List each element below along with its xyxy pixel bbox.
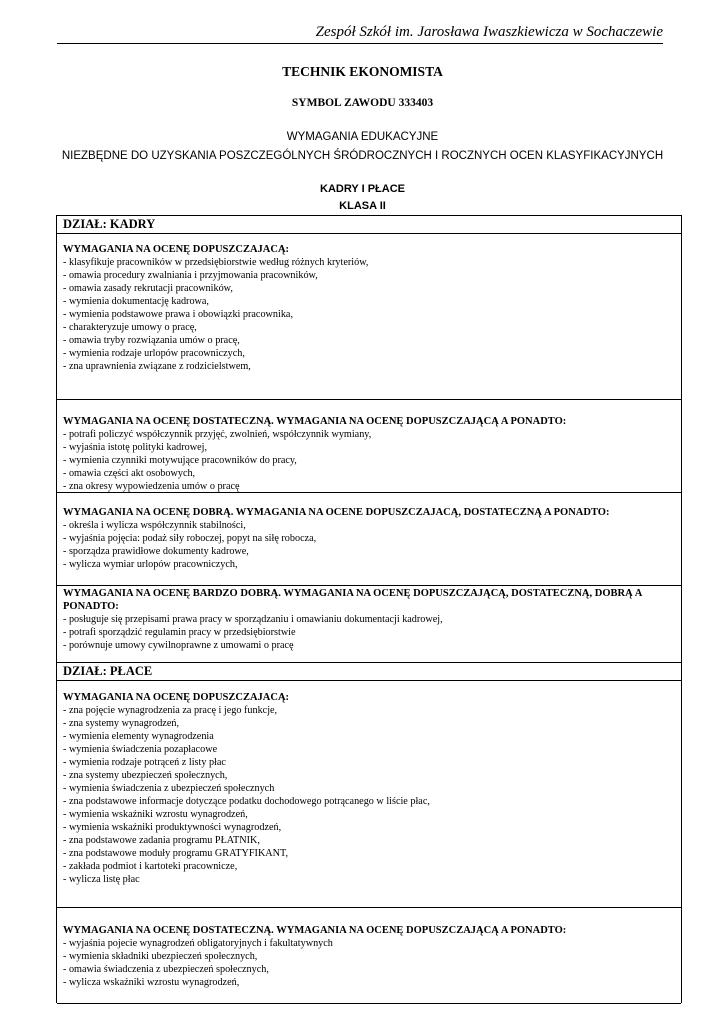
list-item: - zakłada podmiot i kartoteki pracownicze, [63,861,238,872]
list-item: - zna uprawnienia związane z rodzicielstwem, [63,361,251,372]
list-item: - wymienia czynniki motywujące pracowników do pracy, [63,455,297,466]
list-item: - wyjaśnia pojęcia: podaż siły roboczej, popyt na siłę robocza, [63,533,317,544]
list-item: - omawia świadczenia z ubezpieczeń społecznych, [63,964,269,975]
list-item: - zna podstawowe moduły programu GRATYFIKANT, [63,848,289,859]
list-item: - wyjaśnia pojecie wynagrodzeń obligatoryjnych i fakultatywnych [63,938,333,949]
list-item: - omawia tryby rozwiązania umów o pracę, [63,335,240,346]
list-item: - wylicza wymiar urlopów pracowniczych, [63,559,238,570]
list-item: - wymienia elementy wynagrodzenia [63,731,214,742]
section-row-place [57,663,681,681]
document-title: TECHNIK EKONOMISTA [282,64,443,79]
list-item: - omawia procedury zwalniania i przyjmowania pracowników, [63,270,318,281]
grade-row-place-dopuszczajaca [57,681,681,908]
list-item: - omawia części akt osobowych, [63,468,196,479]
grade-title: WYMAGANIA NA OCENĘ DOSTATECZNĄ. WYMAGANIA NA OCENĘ DOPUSZCZAJĄCĄ A PONADTO: [63,925,567,936]
list-item: - zna podstawowe zadania programu PŁATNIK, [63,835,260,846]
grade-title: WYMAGANIA NA OCENĘ BARDZO DOBRĄ. WYMAGANIA NA OCENĘ DOPUSZCZAJĄCĄ, DOSTATECZNĄ, DOBRĄ A [63,588,643,599]
subtitle-grades: NIEZBĘDNE DO UZYSKANIA POSZCZEGÓLNYCH ŚRÓDROCZNYCH I ROCZNYCH OCEN KLASYFIKACYJNYCH [61,150,664,162]
subject-name: KADRY I PŁACE [320,183,405,195]
profession-symbol: SYMBOL ZAWODU 333403 [291,97,434,109]
grade-title: WYMAGANIA NA OCENĘ DOPUSZCZAJACĄ: [63,692,290,703]
grade-title: WYMAGANIA NA OCENĘ DOBRĄ. WYMAGANIA NA OCENE DOPUSZCZAJACĄ, DOSTATECZNĄ A PONADTO: [63,507,610,518]
grade-title-continued: PONADTO: [63,601,119,612]
list-item: - zna systemy wynagrodzeń, [63,718,179,729]
list-item: - określa i wylicza współczynnik stabilności, [63,520,246,531]
list-item: - klasyfikuje pracowników w przedsiębiorstwie według różnych kryteriów, [63,257,369,268]
list-item: - sporządza prawidłowe dokumenty kadrowe, [63,546,249,557]
list-item: - wymienia dokumentację kadrowa, [63,296,209,307]
list-item: - potrafi sporządzić regulamin pracy w przedsiębiorstwie [63,627,296,638]
list-item: - porównuje umowy cywilnoprawne z umowami o pracę [63,640,294,651]
list-item: - wymienia rodzaje urlopów pracowniczych, [63,348,245,359]
grade-title: WYMAGANIA NA OCENĘ DOSTATECZNĄ. WYMAGANIA NA OCENĘ DOPUSZCZAJĄCĄ A PONADTO: [63,416,567,427]
grade-row-kadry-dostateczna [57,400,681,493]
list-item: - potrafi policzyć współczynnik przyjęć, zwolnień, współczynnik wymiany, [63,429,372,440]
list-item: - wymienia składniki ubezpieczeń społecznych, [63,951,258,962]
grade-row-kadry-dopuszczajaca [57,234,681,400]
list-item: - omawia zasady rekrutacji pracowników, [63,283,233,294]
requirements-table [56,215,682,1003]
list-item: - zna okresy wypowiedzenia umów o pracę [63,481,240,492]
list-item: - posługuje się przepisami prawa pracy w sporządzaniu i omawianiu dokumentacji kadrowej, [63,614,443,625]
list-item: - wylicza listę płac [63,874,140,885]
list-item: - zna podstawowe informacje dotyczące podatku dochodowego potrącanego w liście płac, [63,796,430,807]
section-title: DZIAŁ: KADRY [63,217,156,231]
list-item: - wymienia rodzaje potrąceń z listy płac [63,757,226,768]
list-item: - wymienia podstawowe prawa i obowiązki pracownika, [63,309,293,320]
section-title: DZIAŁ: PŁACE [63,664,153,678]
list-item: - wylicza wskaźniki wzrostu wynagrodzeń, [63,977,240,988]
list-item: - zna systemy ubezpieczeń społecznych, [63,770,228,781]
grade-row-place-dostateczna [57,908,681,1004]
subtitle-requirements: WYMAGANIA EDUKACYJNE [286,131,439,143]
section-row-kadry [57,216,681,234]
list-item: - zna pojęcie wynagrodzenia za pracę i jego funkcje, [63,705,278,716]
grade-title: WYMAGANIA NA OCENĘ DOPUSZCZAJACĄ: [63,244,290,255]
list-item: - wymienia wskaźniki produktywności wynagrodzeń, [63,822,282,833]
class-name: KLASA II [339,200,386,212]
grade-row-kadry-dobra [57,493,681,586]
list-item: - wymienia świadczenia z ubezpieczeń społecznych [63,783,275,794]
school-header: Zespół Szkół im. Jarosława Iwaszkiewicza w Sochaczewie [57,24,663,44]
list-item: - charakteryzuje umowy o pracę, [63,322,197,333]
grade-row-kadry-bardzo-dobra [57,586,681,663]
list-item: - wymienia wskaźniki wzrostu wynagrodzeń, [63,809,248,820]
list-item: - wymienia świadczenia pozapłacowe [63,744,218,755]
list-item: - wyjaśnia istotę polityki kadrowej, [63,442,208,453]
